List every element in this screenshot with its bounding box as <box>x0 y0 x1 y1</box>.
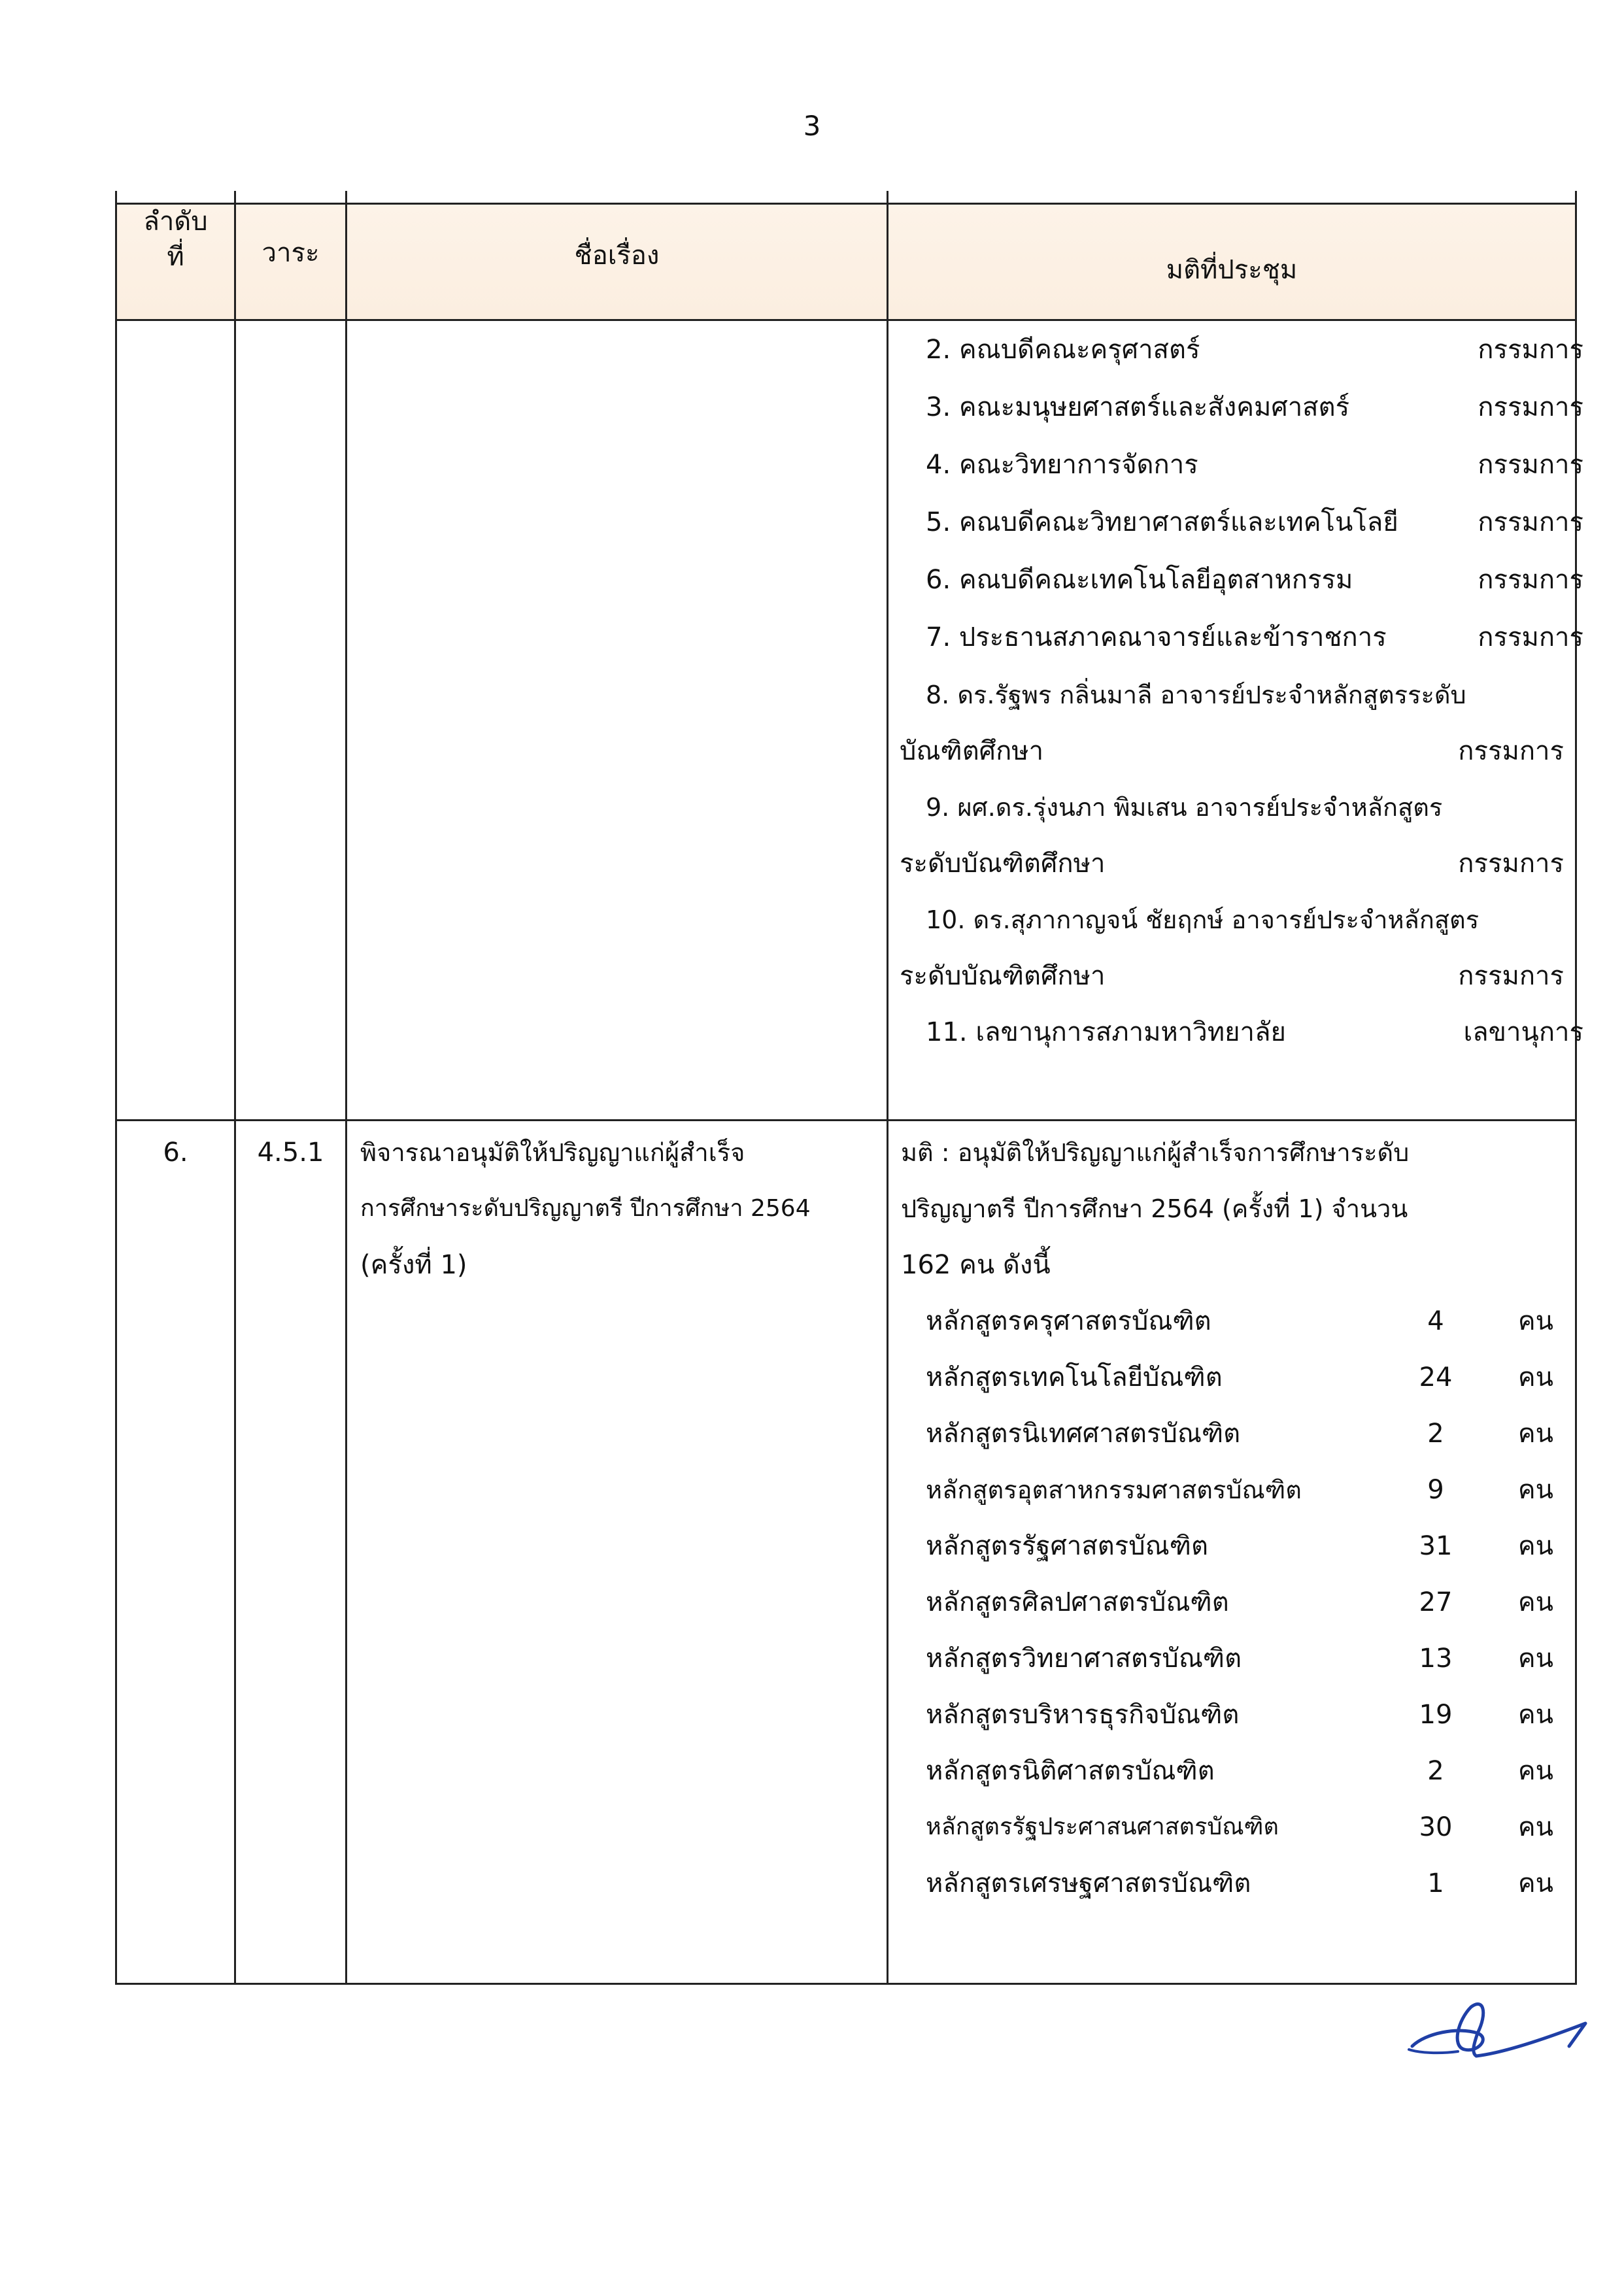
list-item: 7. ประธานสภาคณาจารย์และข้าราชการ กรรมการ <box>926 622 1583 652</box>
list-item: หลักสูตรนิเทศศาสตรบัณฑิต 2 คน <box>926 1419 1553 1449</box>
list-item: 3. คณะมนุษยศาสตร์และสังคมศาสตร์ กรรมการ <box>926 392 1583 422</box>
col-divider-subject <box>887 191 888 1985</box>
col-divider-order <box>234 191 236 1985</box>
subject-line: (ครั้งที่ 1) <box>360 1250 467 1280</box>
col-divider-agenda <box>345 191 347 1985</box>
list-item: หลักสูตรครุศาสตรบัณฑิต 4 คน <box>926 1306 1553 1336</box>
list-item: 11. เลขานุการสภามหาวิทยาลัย เลขานุการ <box>926 1017 1583 1047</box>
list-item: 4. คณะวิทยาการจัดการ กรรมการ <box>926 450 1583 480</box>
resolution-line: มติ : อนุมัติให้ปริญญาแก่ผู้สำเร็จการศึกษาระดับ <box>901 1138 1410 1167</box>
list-item: หลักสูตรเศรษฐศาสตรบัณฑิต 1 คน <box>926 1868 1553 1898</box>
list-item: 9. ผศ.ดร.รุ่งนภา พิมเสน อาจารย์ประจำหลักสูตร <box>926 793 1443 822</box>
list-item: หลักสูตรเทคโนโลยีบัณฑิต 24 คน <box>926 1362 1553 1392</box>
table-top-border <box>115 203 1577 205</box>
list-item: ระดับบัณฑิตศึกษา กรรมการ <box>900 961 1564 991</box>
header-agenda: วาระ <box>262 238 320 268</box>
list-item: หลักสูตรรัฐประศาสนศาสตรบัณฑิต 30 คน <box>926 1812 1553 1842</box>
header-order: ลำดับ ที่ <box>143 207 208 272</box>
list-item: หลักสูตรบริหารธุรกิจบัณฑิต 19 คน <box>926 1700 1553 1730</box>
list-item: 2. คณบดีคณะครุศาสตร์ กรรมการ <box>926 335 1583 365</box>
page-number: 3 <box>803 110 821 142</box>
subject-line: การศึกษาระดับปริญญาตรี ปีการศึกษา 2564 <box>360 1195 811 1222</box>
table-bottom-border <box>115 1983 1577 1985</box>
table-left-border <box>115 191 117 1985</box>
list-item: 8. ดร.รัฐพร กลิ่นมาลี อาจารย์ประจำหลักสูตรระดับ <box>926 681 1466 709</box>
header-resolution: มติที่ประชุม <box>1166 255 1298 285</box>
header-bottom-border <box>115 319 1577 321</box>
minutes-table <box>115 191 1583 1985</box>
list-item: ระดับบัณฑิตศึกษา กรรมการ <box>900 849 1564 879</box>
subject-line: พิจารณาอนุมัติให้ปริญญาแก่ผู้สำเร็จ <box>360 1138 745 1167</box>
list-item: 6. คณบดีคณะเทคโนโลยีอุตสาหกรรม กรรมการ <box>926 565 1583 595</box>
list-item: หลักสูตรวิทยาศาสตรบัณฑิต 13 คน <box>926 1644 1553 1674</box>
row-divider <box>115 1119 1577 1121</box>
header-subject: ชื่อเรื่อง <box>574 241 660 271</box>
list-item: บัณฑิตศึกษา กรรมการ <box>900 736 1564 766</box>
list-item: หลักสูตรรัฐศาสตรบัณฑิต 31 คน <box>926 1531 1553 1561</box>
list-item: 5. คณบดีคณะวิทยาศาสตร์และเทคโนโลยี กรรมการ <box>926 507 1583 537</box>
list-item: 10. ดร.สุภากาญจน์ ชัยฤกษ์ อาจารย์ประจำหลักสูตร <box>926 905 1480 934</box>
resolution-line: 162 คน ดังนี้ <box>901 1250 1051 1280</box>
list-item: หลักสูตรอุตสาหกรรมศาสตรบัณฑิต 9 คน <box>926 1475 1553 1505</box>
list-item: หลักสูตรนิติศาสตรบัณฑิต 2 คน <box>926 1756 1553 1786</box>
signature-mark <box>1399 1987 1595 2072</box>
resolution-line: ปริญญาตรี ปีการศึกษา 2564 (ครั้งที่ 1) จำนวน <box>901 1194 1408 1223</box>
row-order: 6. <box>163 1138 188 1168</box>
row-agenda: 4.5.1 <box>257 1138 324 1168</box>
list-item: หลักสูตรศิลปศาสตรบัณฑิต 27 คน <box>926 1587 1553 1617</box>
